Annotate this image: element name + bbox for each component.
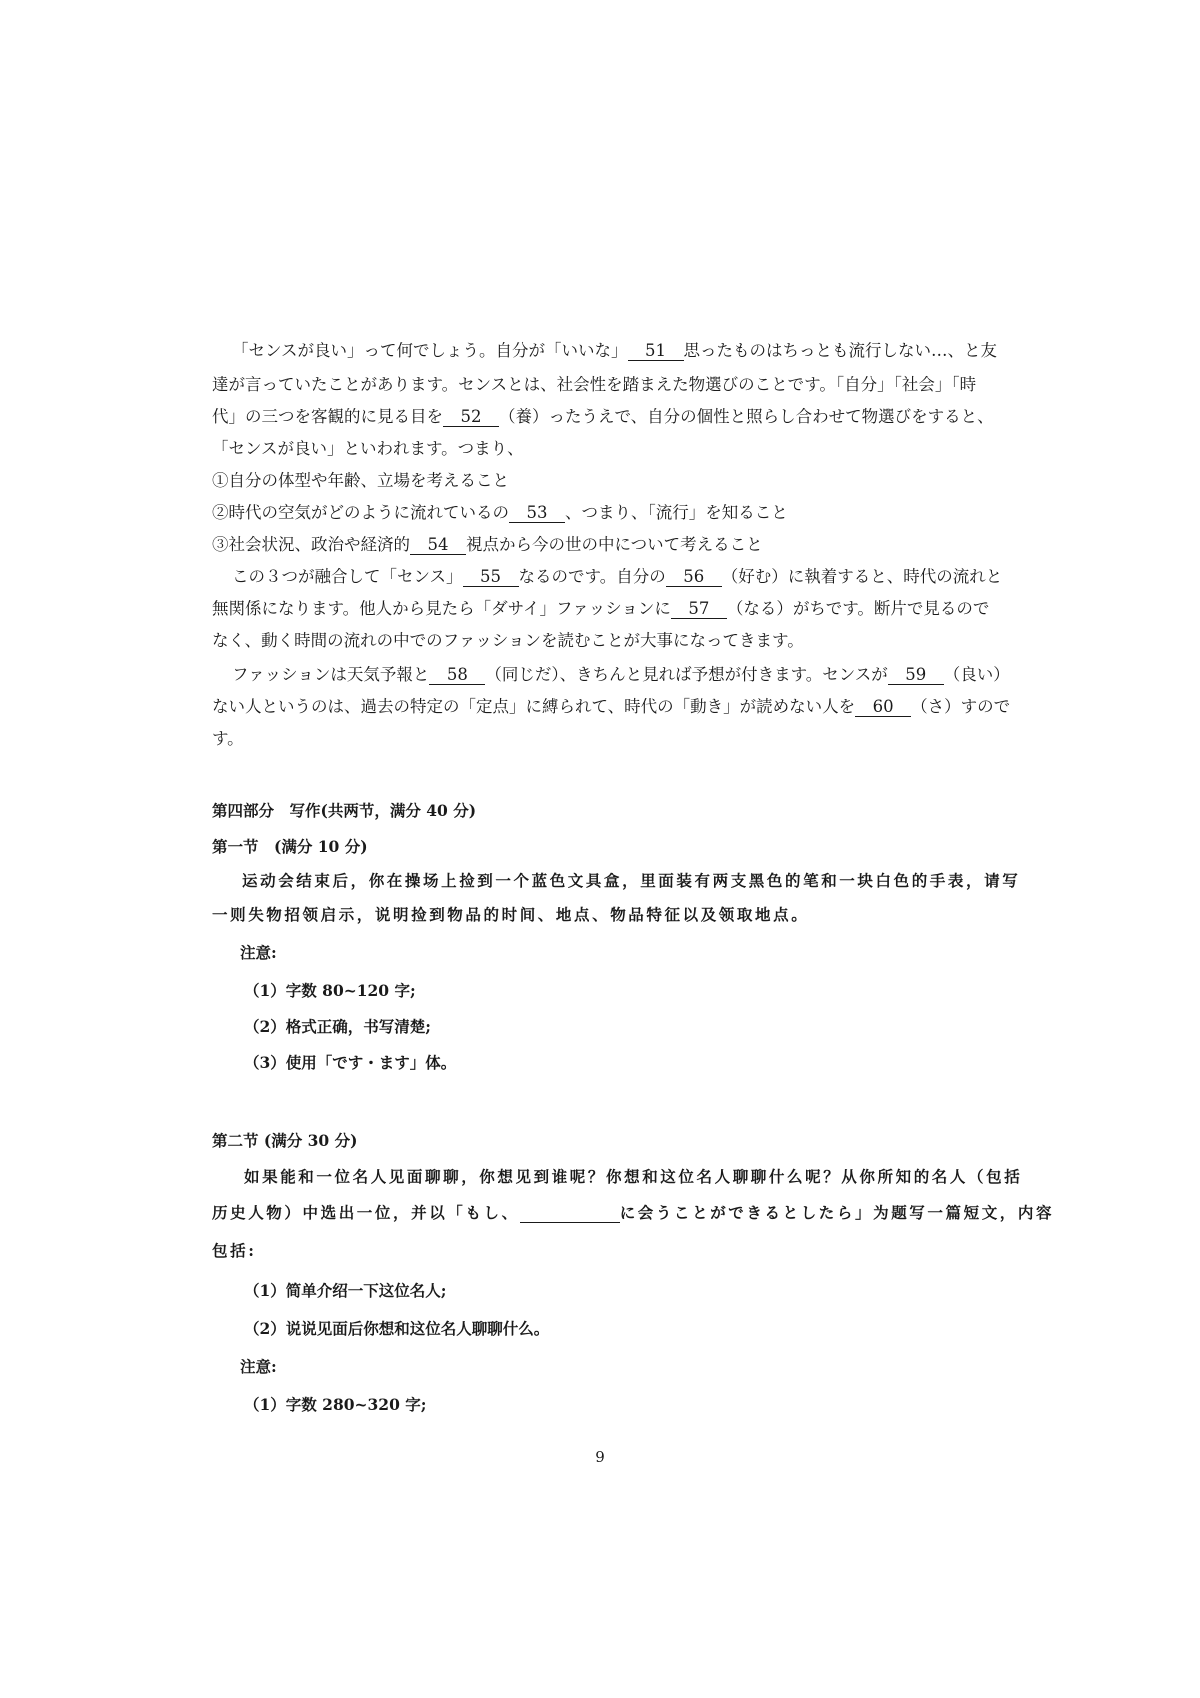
blank-60: 60 [855, 698, 911, 717]
text: ない人というのは、過去の特定の「定点」に縛られて、時代の「動き」が読めない人を [212, 697, 856, 716]
section1-title: 第一节 (满分 10 分) [212, 837, 368, 856]
text: （養）ったうえで、自分の個性と照らし合わせて物選びをすると、 [499, 407, 994, 426]
passage-line-9 [212, 598, 989, 620]
section1-notes-label: 注意: [240, 943, 277, 962]
text: ②時代の空気がどのように流れているの [212, 503, 509, 522]
text: （好む）に執着すると、時代の流れと [721, 567, 1003, 586]
passage-line-6 [212, 502, 788, 524]
text: 達が言っていたことがあります。センスとは、社会性を踏まえた物選びのことです。「自分」「社会」「時 [212, 375, 977, 394]
section2-notes-label: 注意: [240, 1357, 277, 1376]
text: ファッションは天気予報と [232, 665, 430, 684]
blank-53: 53 [509, 504, 565, 523]
text: （良い） [943, 665, 1010, 684]
passage-line-10 [212, 630, 804, 652]
blank-51: 51 [628, 342, 684, 361]
passage-line-11 [232, 664, 1010, 686]
text: （なる）がちです。断片で見るので [726, 599, 990, 618]
text: 、つまり、「流行」を知ること [565, 503, 788, 522]
passage-line-3 [212, 406, 994, 428]
section2-title: 第二节 (满分 30 分) [212, 1131, 358, 1150]
section2-item-2: （2）说说见面后你想和这位名人聊聊什么。 [244, 1319, 550, 1338]
text: 無関係になります。他人から見たら「ダサイ」ファッションに [212, 599, 671, 618]
blank-59: 59 [888, 666, 944, 685]
blank-58: 58 [429, 666, 485, 685]
title-blank [520, 1204, 620, 1223]
part4-title: 第四部分 写作(共两节，满分 40 分) [212, 801, 477, 820]
text: この３つが融合して「センス」 [232, 567, 463, 586]
text: （さ）すので [911, 697, 1011, 716]
section1-note-3: （3）使用「です・ます」体。 [244, 1053, 457, 1072]
section2-prompt-line-3: 包括: [212, 1241, 257, 1260]
blank-52: 52 [443, 408, 499, 427]
section2-prompt-line-2 [212, 1202, 1054, 1224]
text: 「センスが良い」といわれます。つまり、 [212, 439, 524, 458]
section2-note-1: （1）字数 280~320 字; [244, 1395, 427, 1414]
section1-prompt-line-1: 运动会结束后，你在操场上捡到一个蓝色文具盒，里面装有两支黑色的笔和一块白色的手表，请写 [242, 871, 1021, 890]
passage-line-8 [232, 566, 1002, 588]
text: （同じだ）、きちんと見れば予想が付きます。センスが [485, 665, 888, 684]
passage-line-12 [212, 696, 1010, 718]
section1-note-2: （2）格式正确，书写清楚; [244, 1017, 432, 1036]
text: ①自分の体型や年齢、立場を考えること [212, 471, 509, 490]
passage-line-1 [232, 340, 997, 362]
text: なるのです。自分の [518, 567, 666, 586]
passage-line-13 [212, 728, 244, 750]
passage-line-4 [212, 438, 524, 460]
blank-55: 55 [463, 568, 519, 587]
text: 历史人物）中选出一位，并以「もし、 [212, 1203, 520, 1222]
text: 視点から今の世の中について考えること [466, 535, 763, 554]
section1-prompt-line-2: 一则失物招领启示，说明捡到物品的时间、地点、物品特征以及领取地点。 [212, 905, 810, 924]
section2-prompt-line-1: 如果能和一位名人见面聊聊，你想见到谁呢？你想和这位名人聊聊什么呢？从你所知的名人（包括 [244, 1167, 1023, 1186]
section2-item-1: （1）简单介绍一下这位名人; [244, 1281, 447, 1300]
text: 「センスが良い」って何でしょう。自分が「いいな」 [232, 341, 628, 360]
text: 思ったものはちっとも流行しない…、と友 [683, 341, 998, 360]
passage-line-2 [212, 374, 976, 396]
text: 代」の三つを客観的に見る目を [212, 407, 443, 426]
section1-note-1: （1）字数 80~120 字; [244, 981, 416, 1000]
text: に会うことができるとしたら」为题写一篇短文，内容 [619, 1203, 1055, 1222]
blank-56: 56 [666, 568, 722, 587]
passage-line-5 [212, 470, 509, 492]
page-number: 9 [595, 1448, 605, 1466]
text: ③社会状況、政治や経済的 [212, 535, 410, 554]
blank-57: 57 [671, 600, 727, 619]
passage-line-7 [212, 534, 763, 556]
text: す。 [212, 729, 244, 748]
blank-54: 54 [410, 536, 466, 555]
text: なく、動く時間の流れの中でのファッションを読むことが大事になってきます。 [212, 631, 804, 650]
